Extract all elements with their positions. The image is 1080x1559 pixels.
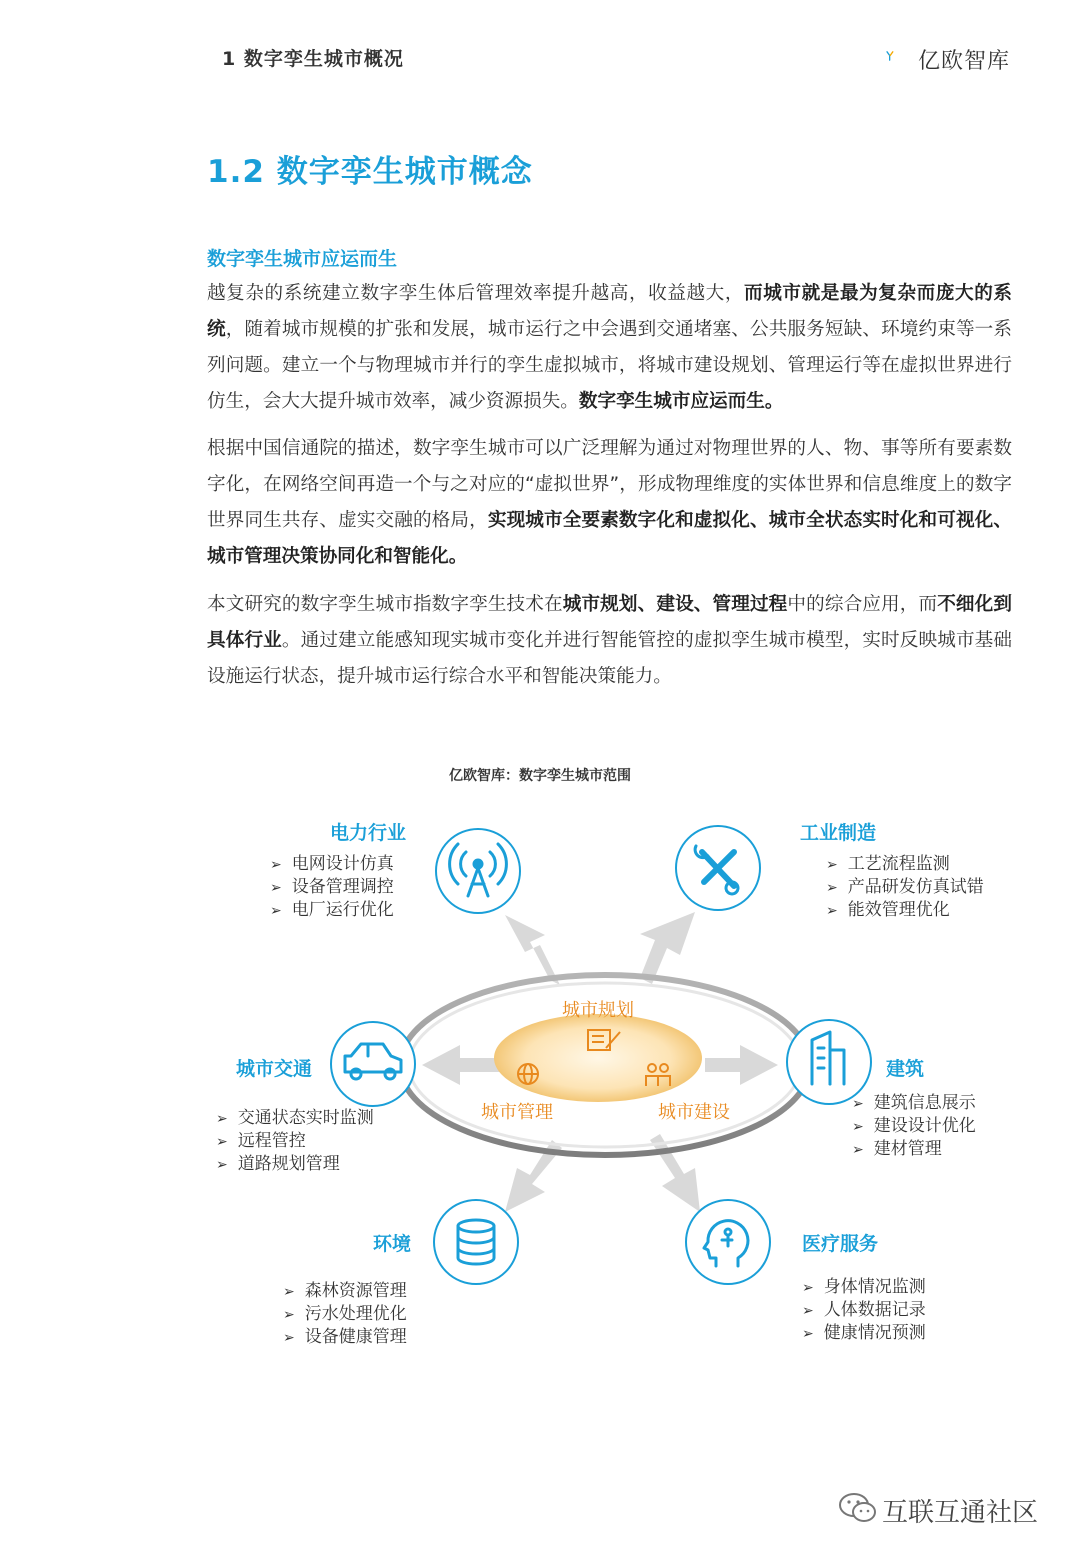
category-medical-list	[802, 1276, 926, 1345]
core-planning-label: 城市规划	[562, 1000, 634, 1021]
list-item: ➢ 电厂运行优化	[270, 899, 394, 922]
category-traffic-list	[216, 1107, 374, 1176]
paragraph-segment: 根据中国信通院的描述，数字孪生城市可以广泛理解为通过对物理世界的人、物、事等所有要素数字化，在网络空间再造一个与之对应的“虚拟世界”，形成物理维度的实体世界和信息维度上的数字世界同生共存、虚实交融的格局，	[207, 438, 1012, 531]
paragraph-segment: 城市规划、建设、管理过程	[562, 594, 788, 615]
category-industry-title: 工业制造	[800, 822, 877, 844]
category-building-title: 建筑	[886, 1058, 925, 1080]
list-item: ➢ 建材管理	[852, 1138, 976, 1161]
paragraph-segment: 不细化到具体行业	[207, 594, 1012, 651]
paragraph-segment: 中的综合应用，而	[787, 594, 938, 615]
watermark-text: 互联互通社区	[882, 1498, 1039, 1528]
core-ellipse	[494, 1014, 702, 1102]
list-item: ➢ 电网设计仿真	[270, 853, 394, 876]
paragraph-segment: 实现城市全要素数字化和虚拟化、城市全状态实时化和可视化、城市管理决策协同化和智能化。	[207, 510, 1012, 567]
chapter-header: 1 数字孪生城市概况	[222, 48, 404, 70]
figure-title: 亿欧智库：数字孪生城市范围	[449, 768, 631, 784]
paragraph-1	[207, 276, 1012, 420]
list-item: ➢ 建设设计优化	[852, 1115, 976, 1138]
list-item: ➢ 产品研发仿真试错	[826, 876, 984, 899]
list-item: ➢ 建筑信息展示	[852, 1092, 976, 1115]
core-construction-label: 城市建设	[658, 1102, 730, 1123]
category-power-list	[270, 853, 394, 922]
paragraph-segment: ，随着城市规模的扩张和发展，城市运行之中会遇到交通堵塞、公共服务短缺、环境约束等一系列问题。建立一个与物理城市并行的孪生虚拟城市，将城市建设规划、管理运行等在虚拟世界进行仿生，会大大提升城市效率，减少资源损失。	[207, 319, 1012, 412]
logo-icon	[886, 36, 920, 76]
category-traffic-title: 城市交通	[236, 1058, 313, 1080]
category-industry-list	[826, 853, 984, 922]
list-item: ➢ 能效管理优化	[826, 899, 984, 922]
list-item: ➢ 道路规划管理	[216, 1153, 374, 1176]
list-item: ➢ 设备管理调控	[270, 876, 394, 899]
category-environment-title: 环境	[373, 1233, 412, 1255]
category-environment-list	[283, 1280, 407, 1349]
list-item: ➢ 交通状态实时监测	[216, 1107, 374, 1130]
list-item: ➢ 森林资源管理	[283, 1280, 407, 1303]
list-item: ➢ 污水处理优化	[283, 1303, 407, 1326]
core-management-label: 城市管理	[481, 1102, 553, 1123]
list-item: ➢ 工艺流程监测	[826, 853, 984, 876]
list-item: ➢ 人体数据记录	[802, 1299, 926, 1322]
category-building-list	[852, 1092, 976, 1161]
paragraph-2	[207, 431, 1012, 575]
section-title: 1.2 数字孪生城市概念	[207, 154, 533, 190]
list-item: ➢ 远程管控	[216, 1130, 374, 1153]
logo-text: 亿欧智库	[918, 49, 1011, 74]
category-medical-title: 医疗服务	[802, 1233, 879, 1255]
category-power-title: 电力行业	[330, 822, 407, 844]
wechat-icon	[838, 1490, 878, 1526]
paragraph-segment: 越复杂的系统建立数字孪生体后管理效率提升越高，收益越大，	[207, 283, 745, 304]
paragraph-segment: 本文研究的数字孪生城市指数字孪生技术在	[207, 594, 563, 615]
list-item: ➢ 健康情况预测	[802, 1322, 926, 1345]
paragraph-segment: 数字孪生城市应运而生。	[578, 391, 784, 412]
list-item: ➢ 设备健康管理	[283, 1326, 407, 1349]
list-item: ➢ 身体情况监测	[802, 1276, 926, 1299]
subsection-title: 数字孪生城市应运而生	[207, 248, 398, 270]
paragraph-segment: 。通过建立能感知现实城市变化并进行智能管控的虚拟孪生城市模型，实时反映城市基础设施运行状态，提升城市运行综合水平和智能决策能力。	[207, 630, 1012, 687]
paragraph-segment: 而城市就是最为复杂而庞大的系统	[207, 283, 1012, 340]
paragraph-3	[207, 587, 1012, 695]
